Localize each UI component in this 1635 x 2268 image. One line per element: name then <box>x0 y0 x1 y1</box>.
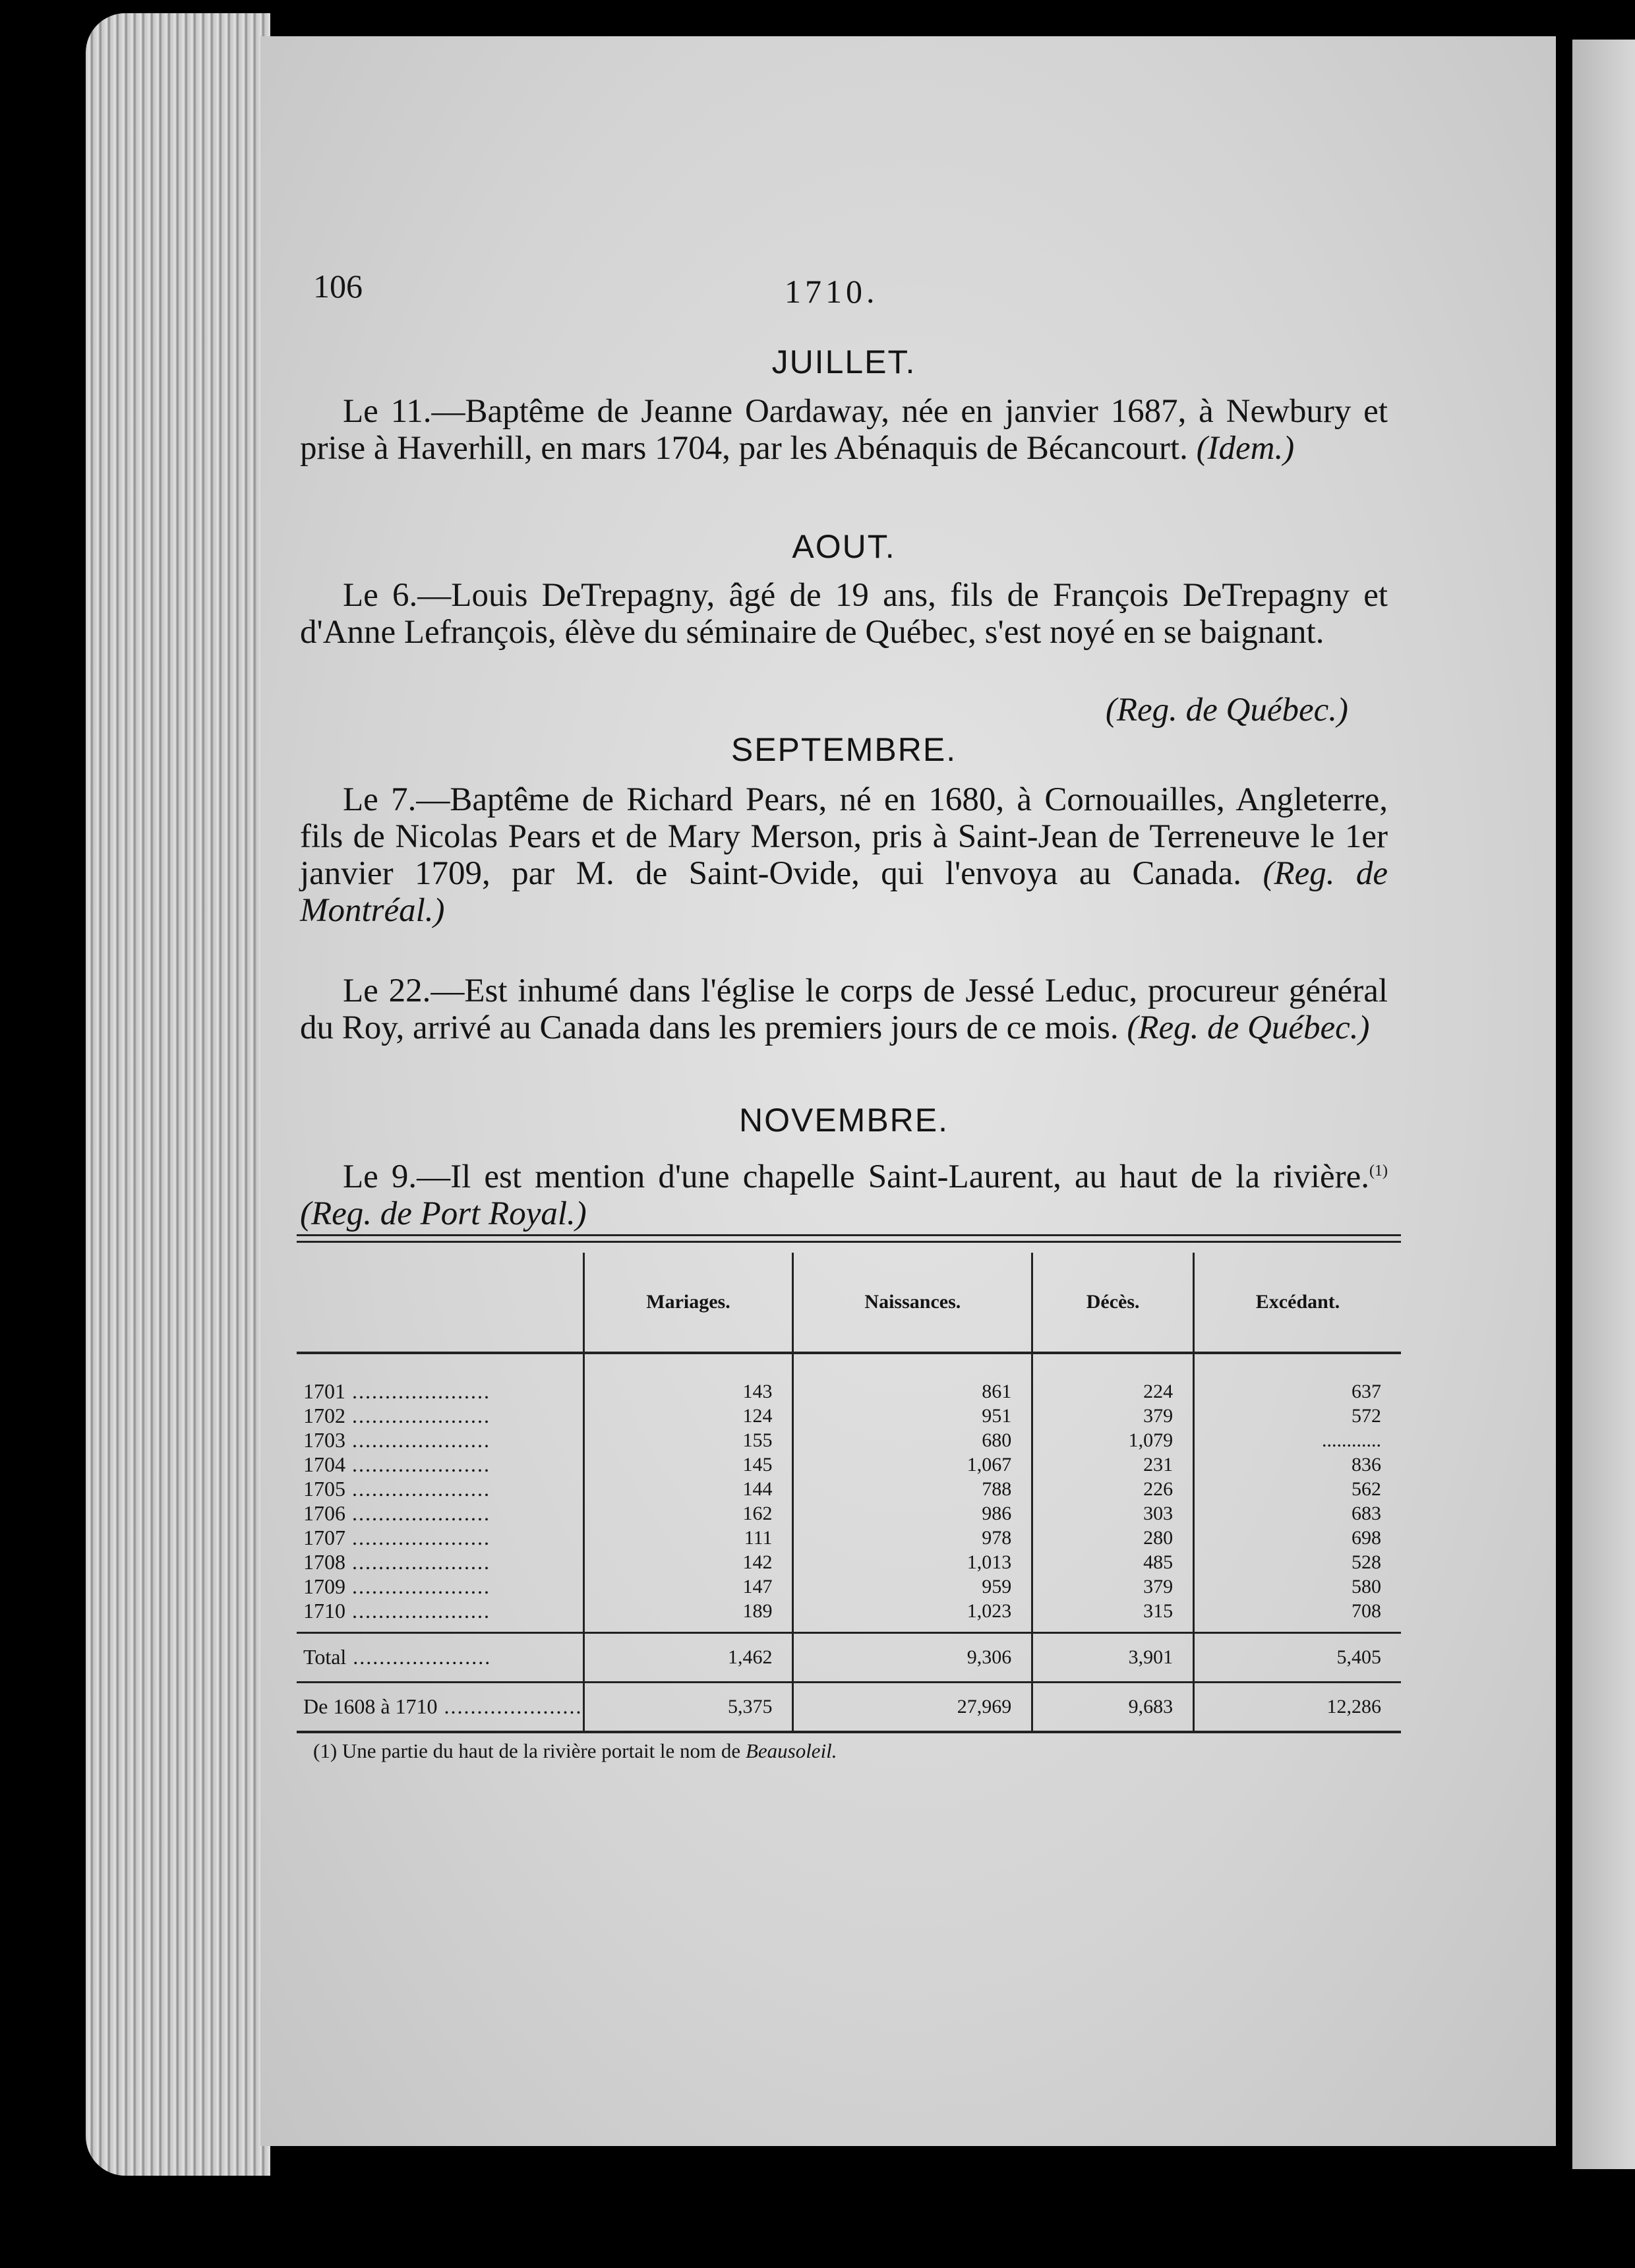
table-row <box>297 1404 1401 1428</box>
cell-mariages: 143 <box>583 1379 793 1404</box>
table-row <box>297 1428 1401 1452</box>
spacer-row <box>297 1623 1401 1632</box>
table-row <box>297 1550 1401 1574</box>
statistics-table <box>297 1253 1401 1733</box>
cell-naissances: 986 <box>793 1501 1032 1526</box>
cell-excedant: 572 <box>1194 1404 1401 1428</box>
cell-naissances: 959 <box>793 1574 1032 1599</box>
cell-mariages: 189 <box>583 1599 793 1623</box>
table-row <box>297 1599 1401 1623</box>
cell-deces: 303 <box>1032 1501 1194 1526</box>
cell-naissances: 861 <box>793 1379 1032 1404</box>
entry-paragraph <box>300 781 1388 929</box>
row-year: 1707 ..... <box>297 1526 583 1550</box>
row-year: 1709 ..... <box>297 1574 583 1599</box>
table-row <box>297 1574 1401 1599</box>
entry-paragraph <box>300 972 1388 1046</box>
row-year: 1702 ..... <box>297 1404 583 1428</box>
header-naissances: Naissances. <box>793 1253 1032 1353</box>
entry-source: (Reg. de Montréal.) <box>300 855 1388 929</box>
entry-paragraph <box>300 1152 1388 1232</box>
entry-source: (Reg. de Québec.) <box>1105 692 1348 729</box>
footnote-marker: (1) <box>1369 1162 1388 1179</box>
row-year: 1704 ..... <box>297 1452 583 1477</box>
cell-mariages: 155 <box>583 1428 793 1452</box>
cell-deces: 226 <box>1032 1477 1194 1501</box>
total-label: Total ..... <box>297 1632 583 1682</box>
table-row <box>297 1379 1401 1404</box>
cumulative-label: De 1608 à 1710 ..... <box>297 1682 583 1732</box>
entry-text: Le 7.—Baptême de Richard Pears, né en 1680, à Cornouailles, Angleterre, fils de Nicolas Pears et de Mary Merson, pris à Saint-Jean de Terreneuve le 1er janvier 1709, par M. de Saint-Ovide, qui l'envoya au Canada. <box>300 781 1388 892</box>
cell-naissances: 1,023 <box>793 1599 1032 1623</box>
cell-deces: 379 <box>1032 1574 1194 1599</box>
cell-excedant: 683 <box>1194 1501 1401 1526</box>
cell-excedant: 528 <box>1194 1550 1401 1574</box>
cell-deces: 231 <box>1032 1452 1194 1477</box>
header-blank <box>297 1253 583 1353</box>
table-row <box>297 1477 1401 1501</box>
cell-excedant: 562 <box>1194 1477 1401 1501</box>
entry-paragraph <box>300 577 1388 651</box>
entry-text: Le 6.—Louis DeTrepagny, âgé de 19 ans, fils de François DeTrepagny et d'Anne Lefrançois, élève du séminaire de Québec, s'est noyé en se baignant. <box>300 577 1388 651</box>
table-top-rule <box>297 1241 1401 1243</box>
cell-excedant: ............ <box>1194 1428 1401 1452</box>
table-row <box>297 1452 1401 1477</box>
total-mariages: 1,462 <box>583 1632 793 1682</box>
page-number: 106 <box>313 268 363 305</box>
row-year: 1706 ..... <box>297 1501 583 1526</box>
table-top-rule <box>297 1234 1401 1236</box>
section-title-septembre: SEPTEMBRE. <box>730 731 957 768</box>
footnote-mark: (1) <box>313 1739 338 1762</box>
cell-mariages: 111 <box>583 1526 793 1550</box>
running-header <box>300 267 1388 320</box>
row-year: 1703 ..... <box>297 1428 583 1452</box>
cell-mariages: 124 <box>583 1404 793 1428</box>
header-deces: Décès. <box>1032 1253 1194 1353</box>
footnote-name: Beausoleil. <box>745 1739 837 1762</box>
cell-mariages: 162 <box>583 1501 793 1526</box>
cell-deces: 379 <box>1032 1404 1194 1428</box>
table-row <box>297 1501 1401 1526</box>
row-year: 1710 ..... <box>297 1599 583 1623</box>
header-excedant: Excédant. <box>1194 1253 1401 1353</box>
total-row <box>297 1632 1401 1682</box>
cell-mariages: 145 <box>583 1452 793 1477</box>
footnote <box>313 1739 837 1763</box>
entry-source: (Idem.) <box>1196 430 1295 467</box>
cell-naissances: 680 <box>793 1428 1032 1452</box>
cell-excedant: 698 <box>1194 1526 1401 1550</box>
row-year: 1705 ..... <box>297 1477 583 1501</box>
cell-deces: 224 <box>1032 1379 1194 1404</box>
book-page-edges <box>86 13 270 2176</box>
entry-source: (Reg. de Québec.) <box>1127 1009 1370 1046</box>
entry-text: Le 9.—Il est mention d'une chapelle Saint-Laurent, au haut de la rivière. <box>343 1158 1370 1195</box>
cumulative-row <box>297 1682 1401 1732</box>
row-year: 1708 ..... <box>297 1550 583 1574</box>
cumulative-excedant: 12,286 <box>1194 1682 1401 1732</box>
cell-naissances: 978 <box>793 1526 1032 1550</box>
entry-paragraph <box>300 393 1388 467</box>
table-header-row <box>297 1253 1401 1353</box>
footnote-text: Une partie du haut de la rivière portait le nom de <box>342 1739 741 1762</box>
cell-naissances: 1,013 <box>793 1550 1032 1574</box>
cell-excedant: 708 <box>1194 1599 1401 1623</box>
table-row <box>297 1526 1401 1550</box>
cell-deces: 1,079 <box>1032 1428 1194 1452</box>
total-deces: 3,901 <box>1032 1632 1194 1682</box>
section-title-novembre: NOVEMBRE. <box>738 1102 949 1139</box>
facing-page-edge <box>1572 40 1635 2169</box>
cell-naissances: 951 <box>793 1404 1032 1428</box>
table-body <box>297 1353 1401 1623</box>
entry-text: Le 22.—Est inhumé dans l'église le corps de Jessé Leduc, procureur général du Roy, arrivé au Canada dans les premiers jours de ce mois. <box>300 972 1388 1046</box>
running-year: 1710. <box>785 273 879 310</box>
cell-deces: 315 <box>1032 1599 1194 1623</box>
cumulative-deces: 9,683 <box>1032 1682 1194 1732</box>
spacer-row <box>297 1353 1401 1379</box>
cell-mariages: 144 <box>583 1477 793 1501</box>
cell-mariages: 147 <box>583 1574 793 1599</box>
header-mariages: Mariages. <box>583 1253 793 1353</box>
cell-excedant: 580 <box>1194 1574 1401 1599</box>
entry-text: Le 11.—Baptême de Jeanne Oardaway, née en janvier 1687, à Newbury et prise à Haverhill, en mars 1704, par les Abénaquis de Bécancourt. <box>300 393 1388 467</box>
cumulative-mariages: 5,375 <box>583 1682 793 1732</box>
cell-deces: 280 <box>1032 1526 1194 1550</box>
cell-excedant: 637 <box>1194 1379 1401 1404</box>
section-title-juillet: JUILLET. <box>771 343 916 380</box>
row-year: 1701 ..... <box>297 1379 583 1404</box>
cumulative-naissances: 27,969 <box>793 1682 1032 1732</box>
section-title-aout: AOUT. <box>792 528 896 565</box>
cell-deces: 485 <box>1032 1550 1194 1574</box>
cell-naissances: 788 <box>793 1477 1032 1501</box>
total-excedant: 5,405 <box>1194 1632 1401 1682</box>
cell-mariages: 142 <box>583 1550 793 1574</box>
total-naissances: 9,306 <box>793 1632 1032 1682</box>
cell-excedant: 836 <box>1194 1452 1401 1477</box>
entry-source: (Reg. de Port Royal.) <box>300 1195 587 1232</box>
cell-naissances: 1,067 <box>793 1452 1032 1477</box>
